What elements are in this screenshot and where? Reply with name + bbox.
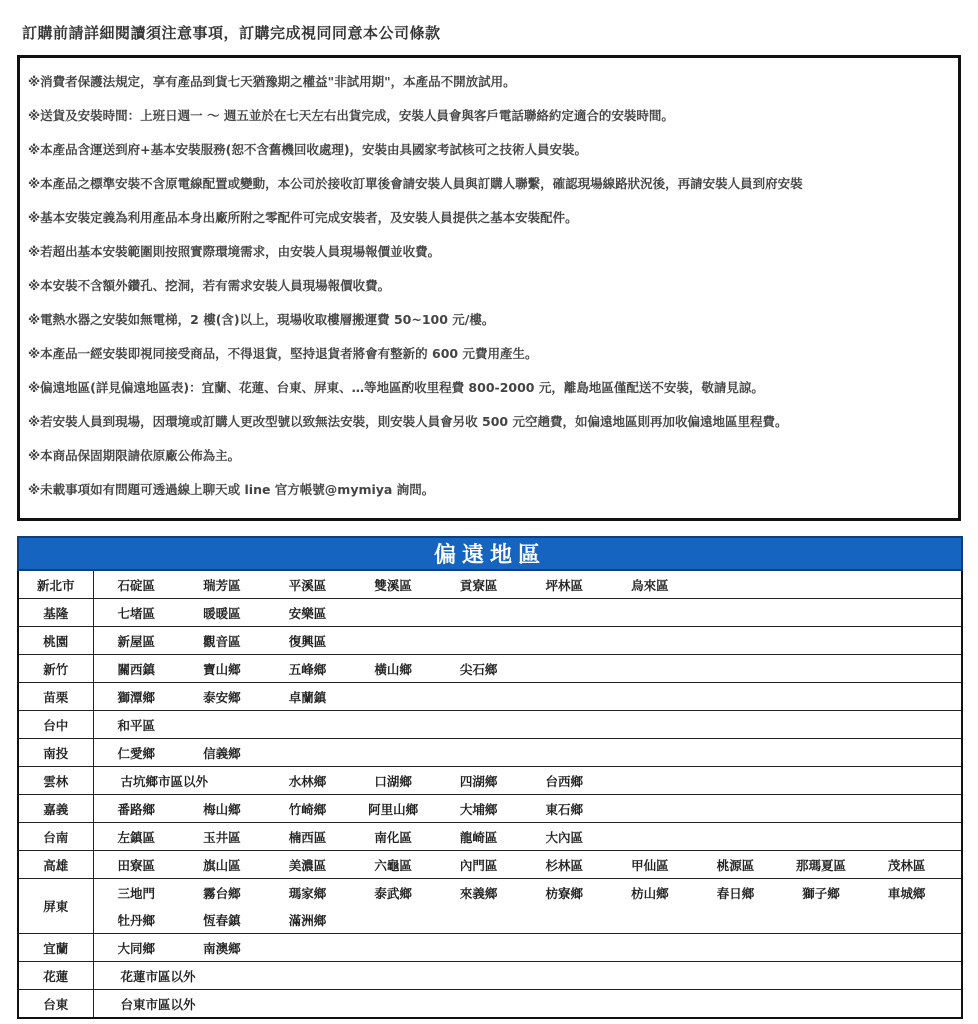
area-name: 和平區 [117, 717, 156, 733]
region-name: 嘉義 [18, 795, 93, 823]
area-name: 獅子鄉 [802, 885, 840, 901]
notice-line: ※本產品之標準安裝不含原電線配置或變動，本公司於接收訂單後會請安裝人員與訂購人聯繫，確認現場線路狀況後，再請安裝人員到府安裝 [28, 176, 803, 191]
notice-line: ※偏遠地區(詳見偏遠地區表)：宜蘭、花蓮、台東、屏東、…等地區酌收里程費 800-2000 元，離島地區僅配送不安裝，敬請見諒。 [28, 380, 764, 395]
area-name: 平溪區 [288, 577, 327, 593]
table-row [18, 934, 962, 962]
table-row [18, 599, 962, 627]
area-name: 暖暖區 [203, 605, 241, 621]
area-name: 枋寮鄉 [545, 885, 584, 901]
area-name: 大內區 [545, 829, 584, 845]
area-name: 花蓮市區以外 [120, 968, 196, 984]
area-name: 茂林區 [887, 857, 926, 873]
area-name: 新屋區 [117, 633, 156, 649]
area-name: 枋山鄉 [631, 885, 669, 901]
area-name: 那瑪夏區 [796, 857, 847, 873]
areas-cell [93, 599, 962, 627]
area-name: 杉林區 [545, 857, 584, 873]
area-name: 甲仙區 [631, 857, 669, 873]
area-name: 仁愛鄉 [117, 745, 156, 761]
area-name: 台東市區以外 [120, 996, 196, 1012]
area-name: 寶山鄉 [203, 661, 241, 677]
area-name: 水林鄉 [288, 773, 327, 789]
area-name: 安樂區 [288, 605, 327, 621]
area-name: 田寮區 [117, 857, 156, 873]
area-name: 觀音區 [203, 633, 241, 649]
area-name: 坪林區 [545, 577, 584, 593]
area-name: 左鎮區 [117, 829, 156, 845]
area-name: 卓蘭鎮 [288, 689, 327, 705]
region-name: 桃園 [18, 627, 93, 655]
area-name: 六龜區 [374, 857, 412, 873]
table-header: 偏遠地區 [18, 537, 962, 570]
areas-cell [93, 851, 962, 879]
region-name: 新竹 [18, 655, 93, 683]
area-name: 信義鄉 [203, 745, 241, 761]
notice-line: ※消費者保護法規定，享有產品到貨七天猶豫期之權益"非試用期"，本產品不開放試用。 [28, 74, 516, 89]
areas-cell [93, 934, 962, 962]
region-name: 台南 [18, 823, 93, 851]
area-name: 番路鄉 [117, 801, 156, 817]
area-name: 尖石鄉 [459, 661, 498, 677]
area-name: 烏來區 [631, 577, 669, 593]
area-name: 竹崎鄉 [288, 801, 327, 817]
area-name: 石碇區 [117, 577, 156, 593]
area-name: 梅山鄉 [203, 801, 241, 817]
areas-cell [93, 962, 962, 990]
area-name: 瑞芳區 [203, 577, 241, 593]
area-name: 霧台鄉 [203, 885, 241, 901]
region-name: 宜蘭 [18, 934, 93, 962]
area-name: 七堵區 [117, 605, 156, 621]
area-name: 大同鄉 [117, 940, 156, 956]
areas-cell [93, 823, 962, 851]
notice-line: ※未載事項如有問題可透過線上聊天或 line 官方帳號@mymiya 詢問。 [28, 482, 435, 497]
region-name: 苗栗 [18, 683, 93, 711]
area-name: 關西鎮 [117, 661, 156, 677]
area-name: 大埔鄉 [459, 801, 498, 817]
area-name: 三地門 [117, 885, 156, 901]
remote-area-table [17, 536, 963, 1019]
area-name: 南化區 [374, 829, 412, 845]
notice-line: ※本產品一經安裝即視同接受商品，不得退貨，堅持退貨者將會有整新的 600 元費用產生。 [28, 346, 538, 361]
areas-cell [93, 655, 962, 683]
area-name: 南澳鄉 [203, 940, 241, 956]
area-name: 泰武鄉 [374, 885, 412, 901]
notice-line: ※若超出基本安裝範圍則按照實際環境需求，由安裝人員現場報價並收費。 [28, 244, 441, 259]
region-name: 雲林 [18, 767, 93, 795]
area-name: 雙溪區 [374, 577, 412, 593]
area-name: 獅潭鄉 [117, 689, 156, 705]
region-name: 高雄 [18, 851, 93, 879]
notice-line: ※本商品保固期限請依原廠公佈為主。 [28, 448, 241, 463]
notice-line: ※電熱水器之安裝如無電梯，2 樓(含)以上，現場收取樓層搬運費 50~100 元/樓。 [28, 312, 495, 327]
area-name: 美濃區 [288, 857, 327, 873]
area-name: 復興區 [288, 633, 327, 649]
area-name: 來義鄉 [459, 885, 498, 901]
table-row [18, 683, 962, 711]
areas-cell [93, 683, 962, 711]
area-name: 桃源區 [716, 857, 755, 873]
table-row [18, 879, 962, 934]
table-row [18, 851, 962, 879]
region-name: 新北市 [18, 570, 93, 599]
area-name: 口湖鄉 [374, 773, 412, 789]
area-name: 楠西區 [288, 829, 327, 845]
notice-box [17, 55, 961, 521]
area-name: 春日鄉 [716, 885, 755, 901]
region-name: 基隆 [18, 599, 93, 627]
table-row [18, 823, 962, 851]
table-row [18, 767, 962, 795]
area-name: 橫山鄉 [374, 661, 412, 677]
table-row [18, 570, 962, 599]
notice-line: ※基本安裝定義為利用產品本身出廠所附之零配件可完成安裝者，及安裝人員提供之基本安裝配件。 [28, 210, 578, 225]
area-name: 貢寮區 [459, 577, 498, 593]
region-name: 台中 [18, 711, 93, 739]
table-row [18, 627, 962, 655]
notice-line: ※送貨及安裝時間：上班日週一 ～ 週五並於在七天左右出貨完成，安裝人員會與客戶電話聯絡約定適合的安裝時間。 [28, 108, 674, 123]
areas-cell [93, 767, 962, 795]
region-name: 屏東 [18, 879, 93, 934]
table-row [18, 962, 962, 990]
table-row [18, 711, 962, 739]
page-title: 訂購前請詳細閱讀須注意事項，訂購完成視同同意本公司條款 [22, 24, 441, 42]
area-name: 滿洲鄉 [288, 912, 327, 928]
area-name: 內門區 [459, 857, 498, 873]
area-name: 玉井區 [203, 829, 241, 845]
area-name: 牡丹鄉 [117, 912, 156, 928]
area-name: 車城鄉 [887, 885, 926, 901]
notice-line: ※若安裝人員到現場，因環境或訂購人更改型號以致無法安裝，則安裝人員會另收 500 元空趟費，如偏遠地區則再加收偏遠地區里程費。 [28, 414, 788, 429]
areas-cell [93, 627, 962, 655]
table-row [18, 990, 962, 1019]
area-name: 台西鄉 [545, 773, 584, 789]
areas-cell [93, 990, 962, 1019]
area-name: 阿里山鄉 [368, 801, 419, 817]
area-name: 古坑鄉市區以外 [120, 773, 209, 789]
table-row [18, 739, 962, 767]
notice-line: ※本產品含運送到府+基本安裝服務(恕不含舊機回收處理)，安裝由具國家考試核可之技術人員安裝。 [28, 142, 588, 157]
area-name: 泰安鄉 [203, 689, 241, 705]
areas-cell [93, 879, 962, 934]
areas-cell [93, 570, 962, 599]
notice-line: ※本安裝不含額外鑽孔、挖洞，若有需求安裝人員現場報價收費。 [28, 278, 391, 293]
areas-cell [93, 795, 962, 823]
areas-cell [93, 739, 962, 767]
area-name: 四湖鄉 [459, 773, 498, 789]
area-name: 五峰鄉 [288, 661, 327, 677]
areas-cell [93, 711, 962, 739]
area-name: 龍崎區 [459, 829, 498, 845]
area-name: 東石鄉 [545, 801, 584, 817]
region-name: 花蓮 [18, 962, 93, 990]
table-row [18, 795, 962, 823]
region-name: 南投 [18, 739, 93, 767]
table-row [18, 655, 962, 683]
region-name: 台東 [18, 990, 93, 1019]
area-name: 恆春鎮 [203, 912, 241, 928]
area-name: 旗山區 [203, 857, 241, 873]
area-name: 瑪家鄉 [288, 885, 327, 901]
